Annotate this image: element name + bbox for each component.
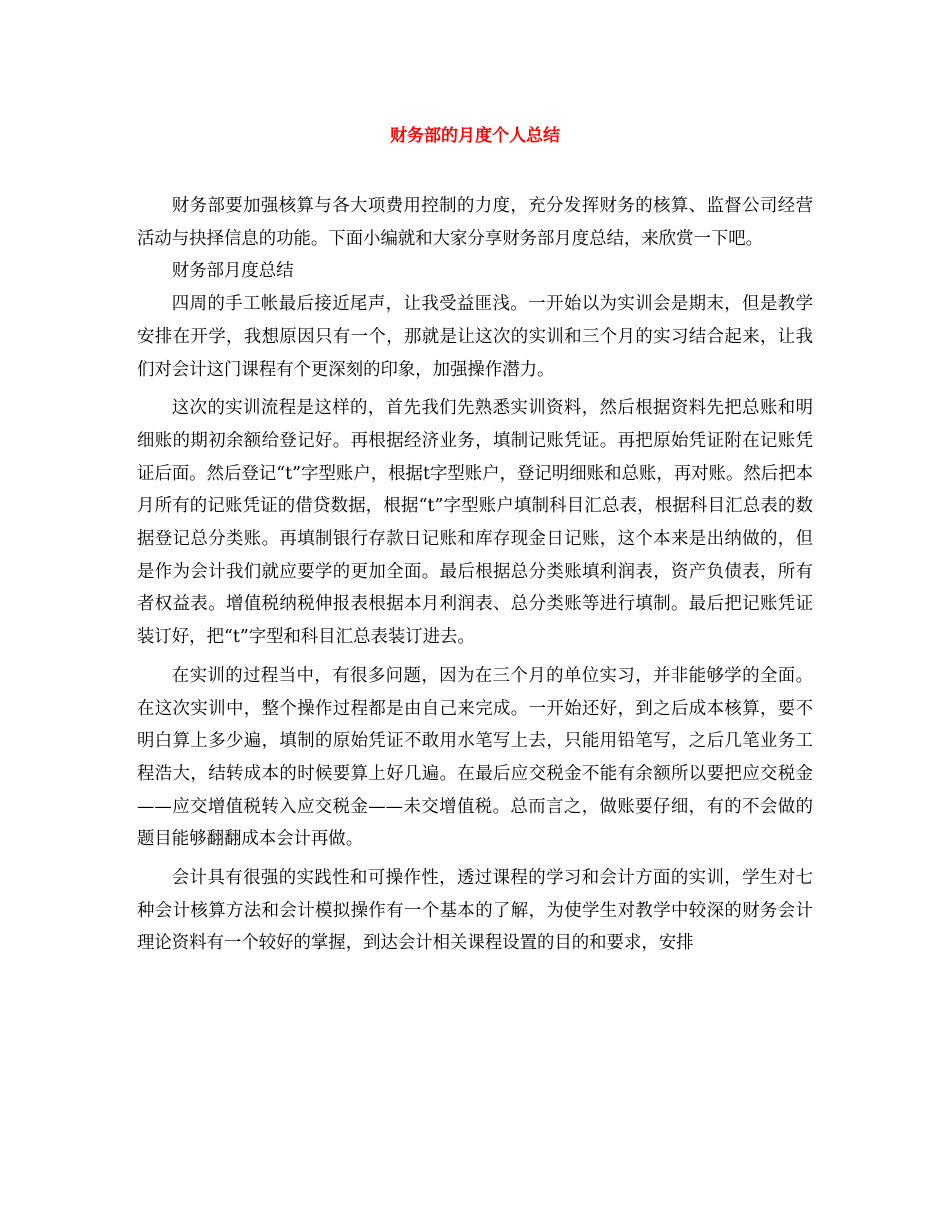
section-heading: 财务部月度总结 [171, 261, 294, 282]
document-body [137, 190, 813, 960]
paragraph-intro: 财务部要加强核算与各大项费用控制的力度，充分发挥财务的核算、监督公司经营活动与抉择信息的功能。下面小编就和大家分享财务部月度总结，来欣赏一下吧。 [137, 196, 813, 249]
paragraph-1: 四周的手工帐最后接近尾声，让我受益匪浅。一开始以为实训会是期末，但是教学安排在开学，我想原因只有一个，那就是让这次的实训和三个月的实习结合起来，让我们对会计这门课程有个更深刻的印象，加强操作潜力。 [137, 294, 813, 380]
paragraph-2: 这次的实训流程是这样的，首先我们先熟悉实训资料，然后根据资料先把总账和明细账的期初余额给登记好。再根据经济业务，填制记账凭证。再把原始凭证附在记账凭证后面。然后登记“t”字型账户，根据t字型账户，登记明细账和总账，再对账。然后把本月所有的记账凭证的借贷数据，根据“t”字型账户填制科目汇总表，根据科目汇总表的数据登记总分类账。再填制银行存款日记账和库存现金日记账，这个本来是出纳做的，但是作为会计我们就应要学的更加全面。最后根据总分类账填利润表，资产负债表，所有者权益表。增值税纳税伸报表根据本月利润表、总分类账等进行填制。最后把记账凭证装订好，把“t”字型和科目汇总表装订进去。 [137, 398, 813, 648]
paragraph-4: 会计具有很强的实践性和可操作性，透过课程的学习和会计方面的实训，学生对七种会计核算方法和会计模拟操作有一个基本的了解，为使学生对教学中较深的财务会计理论资料有一个较好的掌握，到达会计相关课程设置的目的和要求，安排 [137, 868, 813, 954]
document-title: 财务部的月度个人总结 [390, 126, 560, 146]
paragraph-3: 在实训的过程当中，有很多问题，因为在三个月的单位实习，并非能够学的全面。在这次实训中，整个操作过程都是由自己来完成。一开始还好，到之后成本核算，要不明白算上多少遍，填制的原始凭证不敢用水笔写上去，只能用铅笔写，之后几笔业务工程浩大，结转成本的时候要算上好几遍。在最后应交税金不能有余额所以要把应交税金——应交增值税转入应交税金——未交增值税。总而言之，做账要仔细，有的不会做的题目能够翻翻成本会计再做。 [137, 665, 813, 850]
